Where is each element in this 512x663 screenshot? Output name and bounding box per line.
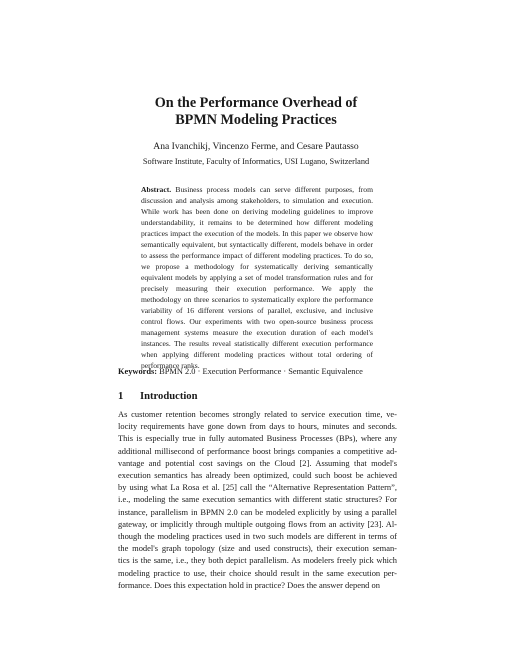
body-line: instance, parallelism in BPMN 2.0 can be modeled explicitly by using a parallel [118, 506, 397, 517]
body-line: vantage and potential cost savings on the Cloud [2]. Assuming that model's [118, 457, 397, 468]
body-line: modeling practice to use, their choice should result in the same execution per- [118, 567, 397, 578]
affiliation: Software Institute, Faculty of Informatics, USI Lugano, Switzerland [142, 157, 370, 166]
section-number: 1 [118, 391, 124, 402]
body-line: i.e., modeling the same execution semantics with different static structures? For [118, 494, 397, 505]
paper-title-line-2: BPMN Modeling Practices [175, 112, 337, 128]
body-line: execution semantics has already been optimized, could such boost be achieved [118, 470, 397, 481]
body-line: gateway, or implicitly through multiple outgoing flows from an activity [23]. Al- [118, 518, 397, 529]
keywords-text: BPMN 2.0 · Execution Performance · Semantic Equivalence [159, 367, 363, 376]
body-line: the model's graph topology (size and used constructs), their execution seman- [118, 543, 397, 554]
body-line: formance. Does this expectation hold in practice? Does the answer depend on [118, 579, 380, 590]
section-heading [118, 391, 198, 402]
body-line: tics is the same, i.e., they both depict parallelism. As modelers freely pick which [118, 555, 397, 566]
keywords [118, 367, 408, 376]
body-line: additional millisecond of performance boost brings companies a competitive ad- [118, 445, 397, 456]
body-line: As customer retention becomes strongly related to service execution time, ve- [118, 409, 397, 419]
body-line: by using what La Rosa et al. [25] call the “Alternative Representation Pattern”, [118, 482, 397, 493]
paper-title-line-1: On the Performance Overhead of [154, 95, 358, 111]
abstract-text: Business process models can serve different purposes, from discussion and analysis among stakeholders, to simulation and execution. While work has been done on deriving modeling guidelines to improve understandability, it remains to be determined how different modeling practices impact the execution of the models. In this paper we observe how semantically equivalent, but syntactically different, models behave in order to assess the performance impact of different modeling practices. To do so, we propose a methodology for systematically deriving semantically equivalent models by applying a set of model transformation rules and for precisely measuring their execution performance. We apply the methodology on three scenarios to systematically explore the performance variability of 16 different versions of parallel, exclusive, and inclusive control flows. Our experiments with two open-source business process management systems measure the execution duration of each model's instances. The results reveal statistically different execution performance when applying different modeling practices without total ordering of performance ranks. [141, 185, 373, 370]
body-line: locity requirements have gone down from days to hours, minutes and seconds. [118, 421, 397, 432]
section-title: Introduction [140, 391, 198, 402]
introduction-body [118, 408, 397, 591]
abstract-label: Abstract. [141, 185, 172, 194]
body-line: This is especially true in fully automated Business Processes (BPs), where any [118, 433, 397, 444]
authors: Ana Ivanchikj, Vincenzo Ferme, and Cesare Pautasso [153, 141, 359, 152]
keywords-label: Keywords: [118, 367, 158, 376]
abstract [141, 184, 373, 371]
body-line: though the modeling practices used in two such models are different in terms of [118, 531, 397, 542]
